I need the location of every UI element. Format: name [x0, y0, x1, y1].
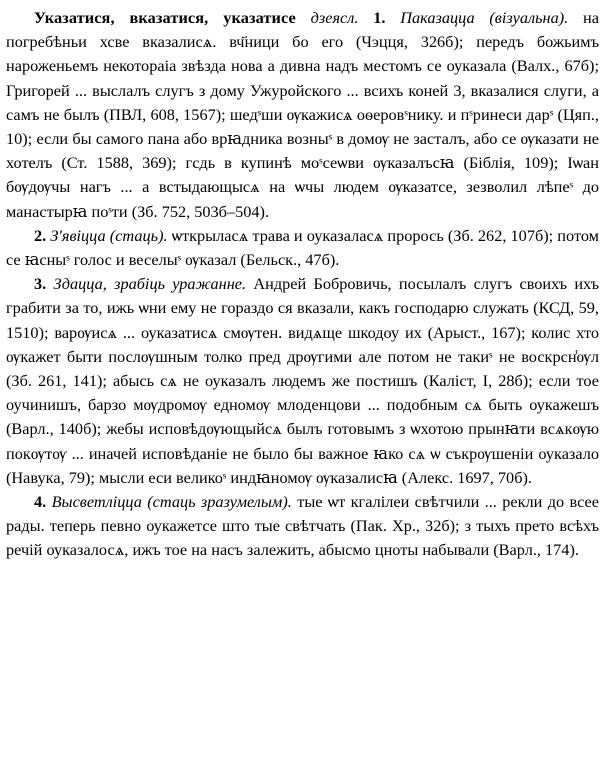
sense-number-3: 3. — [34, 274, 47, 294]
sense-text-1: на погребѣньи хсве вказалисѧ. вч҃ници бо его (Чэцця, 326б); передъ божьимъ нароженьемъ некотораіа звѣзда нова а дивна надъ местомъ се оуказала (Валх., 67б); Григорей ... выслалъ слугъ з дому Ужуройского ... всихъ коней 3, вказалися слуги, а самъ не былъ (ПВЛ, 608, 1567); шедˢши ѹкажисѧ оѳеровˢнику. и пˢринеси дарˢ (Цяп., 10); если бы самого пана або врꙗдника возныˢ в домѹ не засталъ, або се ѹказати не хотелъ (Ст. 1588, 369); гсдь в купинѣ моˢсеѡви ѹказалъсꙗ (Біблія, 109); Іѡан бѹдѹчы нагъ ... а встыдающысѧ на ѡчы людем ѹказатсе, зезволил лѣпеˢ до манастырꙗ поˢти (Зб. 752, 503б–504). — [6, 8, 599, 221]
part-of-speech: дзеясл. — [310, 8, 359, 27]
sense-paragraph-2 — [6, 224, 599, 272]
sense-gloss-1: Паказацца (візуальна). — [400, 8, 569, 27]
sense-number-2: 2. — [34, 225, 47, 245]
sense-text-3: Андрей Бобровичь, посылалъ слугъ своихъ ихъ грабити за то, ижь ѡни ему не гораздо ся вказали, какъ господарю служать (КСД, 59, 1510); варѹисѧ ... оуказатисѧ смѹтен. видѧще шкодоу их (Арыст., 167); колис хто ѹкажет быти послѹшным толко пред дрѹгими але потом не такиˢ не воскрсн̾ѹл (Зб. 261, 141); абысь сѧ не оуказалъ людемъ же постишъ (Каліст, І, 28б); если тое оучинишъ, барзо мѹдромѹ едномѹ млоденцови ... подобным сѧ быть оукажешъ (Варл., 140б); жебы исповѣдѹющыйсѧ былъ готовымъ з ѡхотою прынꙗти всѧкѹю покѹтѹ ... иначей исповѣданіе не было бы важное ꙗко сѧ ѡ съкрѹшеніи оуказало (Навука, 79); мысли еси великоˢ индꙗномѹ ѹказалисꙗ (Алекс. 1697, 70б). — [6, 274, 599, 487]
sense-gloss-4: Высветліцца (стаць зразумелым). — [51, 492, 292, 512]
sense-paragraph-1 — [6, 6, 599, 224]
sense-paragraph-4 — [6, 490, 599, 563]
sense-number-4: 4. — [34, 492, 47, 512]
sense-text-4: тые ѡт кгалілеи свѣтчили ... рекли до всее рады. теперь певно оукажетсе што тые свѣтчать (Пак. Хр., 32б); з тыхъ прето всѣхъ речій оуказалосѧ, ижъ тое на насъ залежить, абысмо цноты набывали (Варл., 174). — [6, 492, 599, 560]
sense-gloss-3: Здацца, зрабіць уражанне. — [53, 274, 247, 294]
sense-text-2: ѡткрыласѧ трава и оуказаласѧ прорось (Зб. 262, 107б); потом се ꙗсныˢ голос и веселыˢ ѹказал (Бельск., 47б). — [6, 225, 599, 270]
sense-paragraph-3 — [6, 272, 599, 490]
headword: Указатися, вказатися, указатисе — [34, 8, 296, 27]
sense-number-1: 1. — [373, 8, 386, 27]
sense-gloss-2: З'явіцца (стаць). — [50, 225, 168, 245]
